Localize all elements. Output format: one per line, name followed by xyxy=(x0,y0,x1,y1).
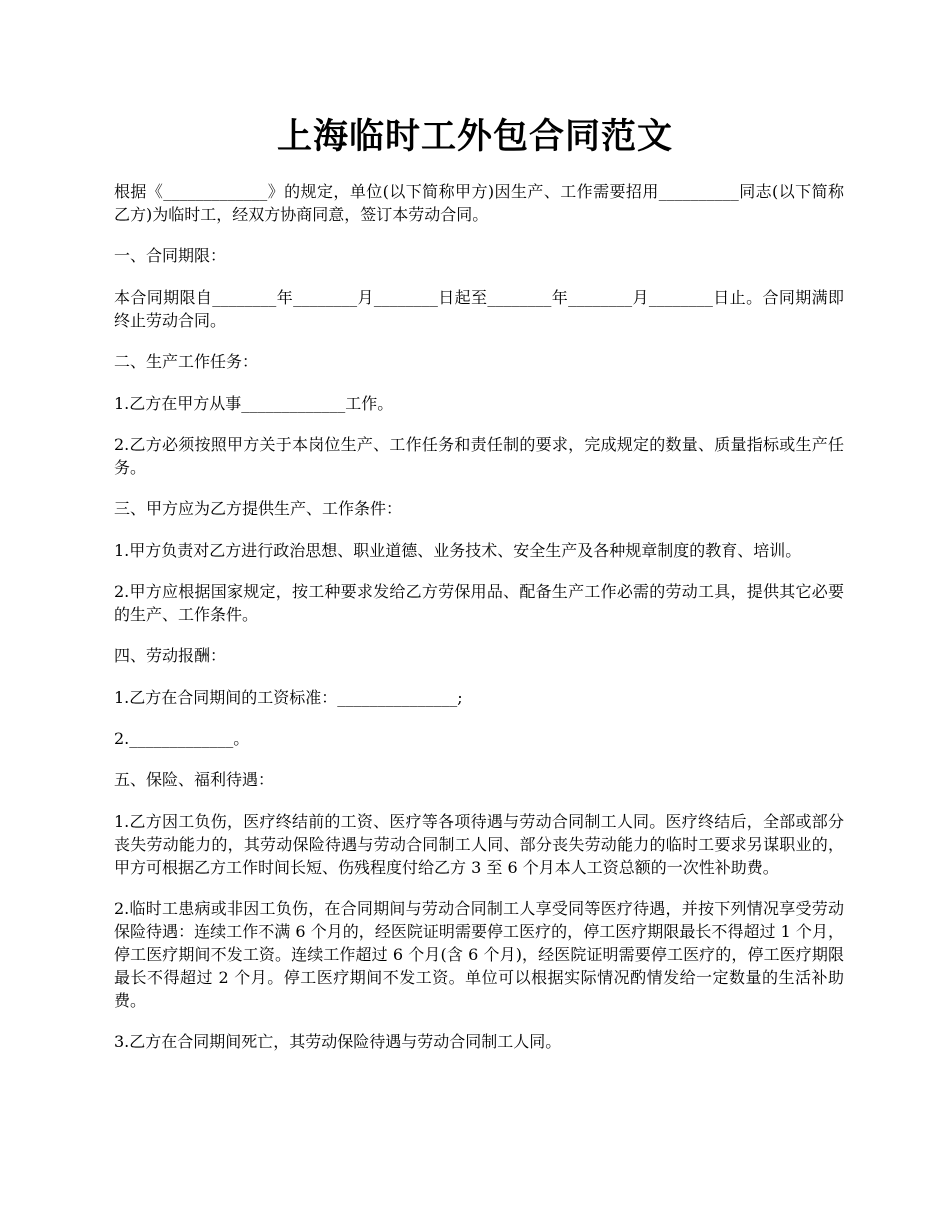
insurance-item-1: 1.乙方因工负伤，医疗终结前的工资、医疗等各项待遇与劳动合同制工人同。医疗终结后，全部或部分丧失劳动能力的，其劳动保险待遇与劳动合同制工人同、部分丧失劳动能力的临时工要求另谋职业的，甲方可根据乙方工作时间长短、伤残程度付给乙方 3 至 6 个月本人工资总额的一次性补助费。 xyxy=(114,812,844,877)
section-heading-insurance-benefits: 五、保险、福利待遇： xyxy=(114,770,275,789)
work-condition-item-1: 1.甲方负责对乙方进行政治思想、职业道德、业务技术、安全生产及各种规章制度的教育、培训。 xyxy=(114,541,802,560)
work-task-item-2: 2.乙方必须按照甲方关于本岗位生产、工作任务和责任制的要求，完成规定的数量、质量指标或生产任务。 xyxy=(114,435,844,477)
work-condition-item-2: 2.甲方应根据国家规定，按工种要求发给乙方劳保用品、配备生产工作必需的劳动工具，提供其它必要的生产、工作条件。 xyxy=(114,582,844,624)
work-task-item-1: 1.乙方在甲方从事_____________工作。 xyxy=(114,394,394,413)
intro-paragraph: 根据《_____________》的规定，单位(以下简称甲方)因生产、工作需要招用__________同志(以下简称乙方)为临时工，经双方协商同意，签订本劳动合同。 xyxy=(114,182,844,224)
remuneration-item-1: 1.乙方在合同期间的工资标准：_______________; xyxy=(114,688,463,707)
document-title: 上海临时工外包合同范文 xyxy=(276,116,673,157)
section-heading-work-conditions: 三、甲方应为乙方提供生产、工作条件： xyxy=(114,499,403,518)
section-heading-work-tasks: 二、生产工作任务： xyxy=(114,352,259,371)
section-heading-contract-term: 一、合同期限： xyxy=(114,246,227,265)
insurance-item-3: 3.乙方在合同期间死亡，其劳动保险待遇与劳动合同制工人同。 xyxy=(114,1032,562,1051)
contract-term-paragraph: 本合同期限自________年________月________日起至________年________月________日止。合同期满即终止劳动合同。 xyxy=(114,288,844,330)
insurance-item-2: 2.临时工患病或非因工负伤，在合同期间与劳动合同制工人享受同等医疗待遇，并按下列情况享受劳动保险待遇：连续工作不满 6 个月的，经医院证明需要停工医疗的，停工医疗期限最长不得超过 1 个月，停工医疗期间不发工资。连续工作超过 6 个月(含 6 个月)，经医院证明需要停工医疗的，停工医疗期限最长不得超过 2 个月。停工医疗期间不发工资。单位可以根据实际情况酌情发给一定数量的生活补助费。 xyxy=(114,899,844,1010)
document-body xyxy=(114,180,844,1071)
section-heading-remuneration: 四、劳动报酬： xyxy=(114,646,227,665)
remuneration-item-2: 2._____________。 xyxy=(114,729,250,748)
